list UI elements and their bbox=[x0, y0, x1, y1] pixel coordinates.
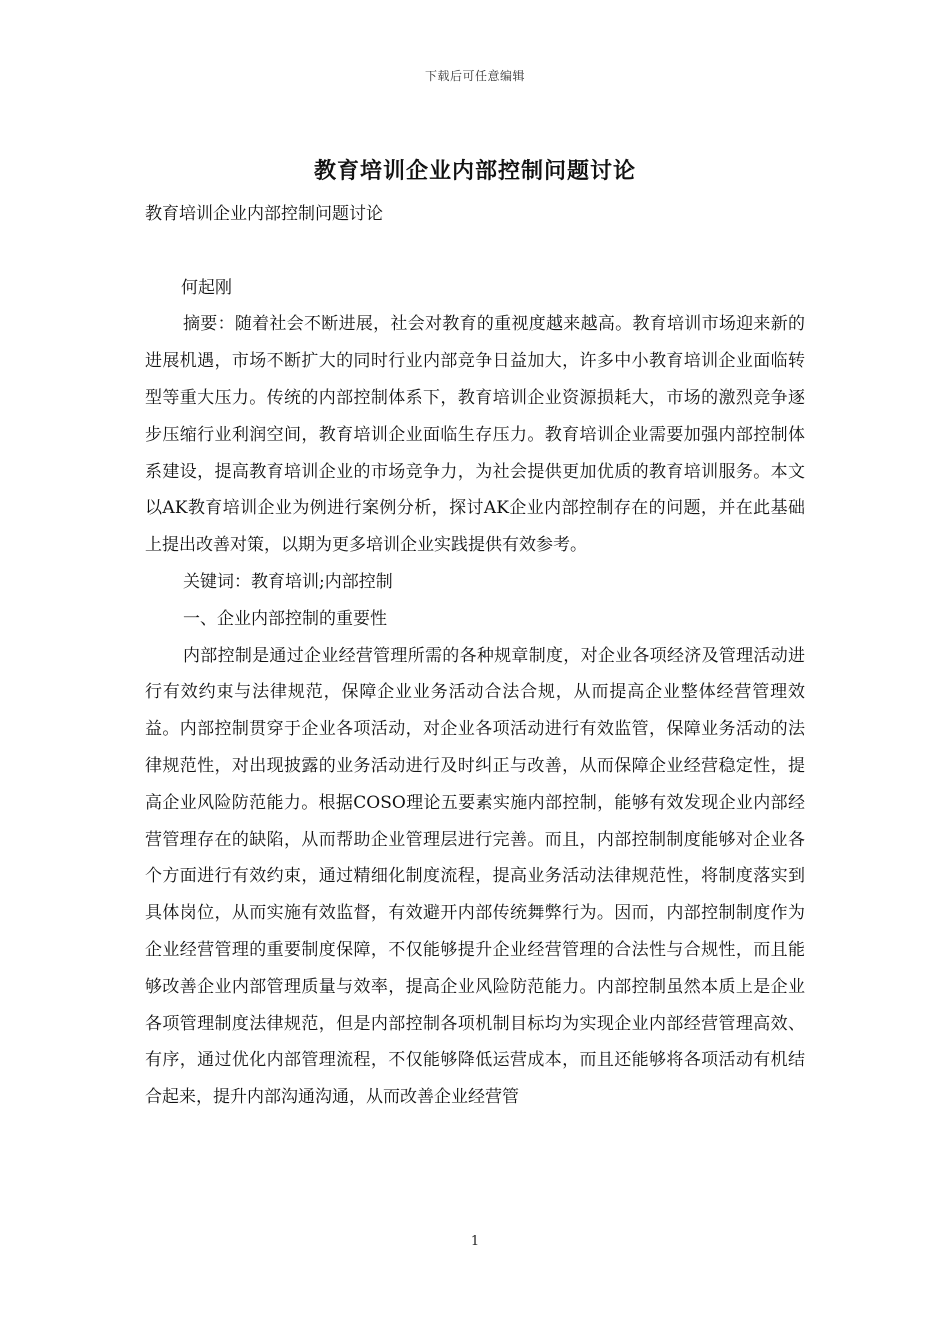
section-paragraph: 内部控制是通过企业经营管理所需的各种规章制度，对企业各项经济及管理活动进行有效约束与法律规范，保障企业业务活动合法合规，从而提高企业整体经营管理效益。内部控制贯穿于企业各项活动，对企业各项活动进行有效监管，保障业务活动的法律规范性，对出现披露的业务活动进行及时纠正与改善，从而保障企业经营稳定性，提高企业风险防范能力。根据COSO理论五要素实施内部控制，能够有效发现企业内部经营管理存在的缺陷，从而帮助企业管理层进行完善。而且，内部控制制度能够对企业各个方面进行有效约束，通过精细化制度流程，提高业务活动法律规范性，将制度落实到具体岗位，从而实施有效监督，有效避开内部传统舞弊行为。因而，内部控制制度作为企业经营管理的重要制度保障，不仅能够提升企业经营管理的合法性与合规性，而且能够改善企业内部管理质量与效率，提高企业风险防范能力。内部控制虽然本质上是企业各项管理制度法律规范，但是内部控制各项机制目标均为实现企业内部经营管理高效、有序，通过优化内部管理流程，不仅能够降低运营成本，而且还能够将各项活动有机结合起来，提升内部沟通沟通，从而改善企业经营管 bbox=[145, 645, 805, 1108]
abstract-paragraph: 摘要：随着社会不断进展，社会对教育的重视度越来越高。教育培训市场迎来新的进展机遇，市场不断扩大的同时行业内部竞争日益加大，许多中小教育培训企业面临转型等重大压力。传统的内部控制体系下，教育培训企业资源损耗大，市场的激烈竞争逐步压缩行业利润空间，教育培训企业面临生存压力。教育培训企业需要加强内部控制体系建设，提高教育培训企业的市场竞争力，为社会提供更加优质的教育培训服务。本文以AK教育培训企业为例进行案例分析，探讨AK企业内部控制存在的问题，并在此基础上提出改善对策，以期为更多培训企业实践提供有效参考。 bbox=[145, 314, 805, 556]
section-heading: 一、企业内部控制的重要性 bbox=[183, 608, 387, 629]
page-number: 1 bbox=[470, 1234, 480, 1249]
header-note: 下载后可任意编辑 bbox=[424, 69, 525, 83]
document-subtitle: 教育培训企业内部控制问题讨论 bbox=[145, 204, 383, 224]
author-name: 何起刚 bbox=[181, 277, 232, 298]
keywords-line: 关键词：教育培训;内部控制 bbox=[183, 571, 393, 592]
document-body bbox=[145, 196, 805, 1116]
document-title: 教育培训企业内部控制问题讨论 bbox=[313, 158, 636, 184]
